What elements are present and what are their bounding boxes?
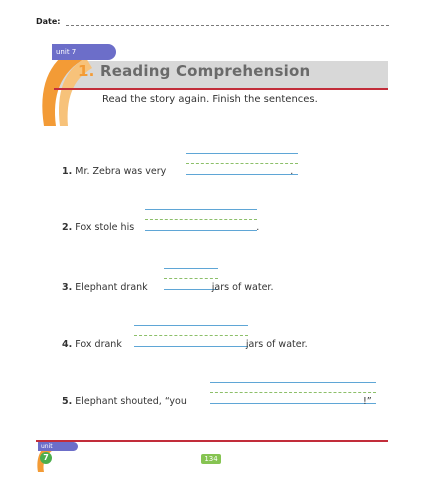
date-line[interactable] <box>66 25 389 26</box>
question-number: 4. <box>62 339 73 350</box>
question-1 <box>62 166 293 177</box>
unit-number-badge: 7 <box>40 452 52 464</box>
title-number: 1. <box>78 62 95 80</box>
answer-field-4[interactable] <box>134 325 248 326</box>
question-number: 1. <box>62 166 73 177</box>
question-number: 2. <box>62 222 73 233</box>
question-5 <box>62 396 372 407</box>
question-text-after: . <box>256 222 260 233</box>
question-text-after: . <box>290 166 294 177</box>
question-text-before: Fox stole his <box>75 222 135 233</box>
question-text-before: Elephant shouted, “you <box>75 396 187 407</box>
footer-divider <box>36 440 388 442</box>
page-number: 134 <box>201 454 221 464</box>
unit-tab: unit 7 <box>52 44 116 60</box>
question-text-after: !” <box>362 396 372 407</box>
question-text-after: jars of water. <box>245 339 308 350</box>
header-divider <box>54 88 388 90</box>
question-number: 3. <box>62 282 73 293</box>
question-3 <box>62 282 273 293</box>
answer-field-5[interactable] <box>210 382 376 383</box>
question-text-before: Fox drank <box>75 339 122 350</box>
footer-unit-tab: unit <box>38 442 78 451</box>
answer-field-1[interactable] <box>186 153 298 154</box>
question-number: 5. <box>62 396 73 407</box>
title-text: Reading Comprehension <box>99 62 311 80</box>
date-label: Date: <box>36 17 61 26</box>
question-4 <box>62 339 308 350</box>
answer-field-2[interactable] <box>145 209 257 210</box>
page-title <box>78 62 310 80</box>
question-2 <box>62 222 259 233</box>
question-text-after: jars of water. <box>211 282 274 293</box>
question-text-before: Mr. Zebra was very <box>75 166 167 177</box>
answer-field-3[interactable] <box>164 268 218 269</box>
question-text-before: Elephant drank <box>75 282 148 293</box>
instructions: Read the story again. Finish the sentences. <box>102 94 318 105</box>
